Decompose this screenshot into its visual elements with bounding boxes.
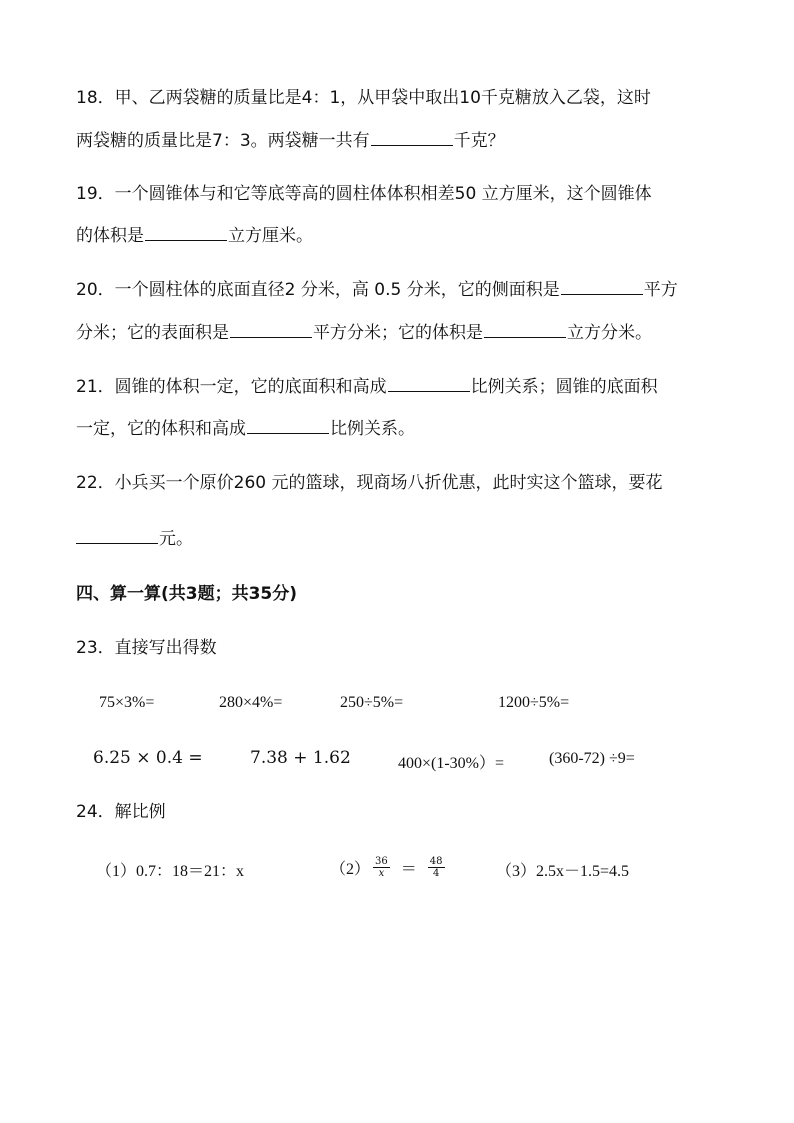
q24-title: 24．解比例: [76, 802, 166, 822]
q21-line2: [76, 419, 415, 439]
q23-expr-2: 280×4%=: [219, 694, 283, 711]
q24-problem-2-label: （2）: [330, 860, 371, 878]
q22-line1: 22．小兵买一个原价260 元的篮球，现商场八折优惠，此时实这个篮球，要花: [76, 473, 663, 493]
q24-fraction-right: [428, 856, 445, 879]
q24-problem-3: （3）2.5x－1.5=4.5: [496, 863, 630, 880]
q21-text-d: 比例关系。: [330, 419, 415, 439]
q21-blank-2[interactable]: [247, 419, 329, 434]
q24-problem-2: [330, 851, 448, 883]
q24-problem-1: （1）0.7：18＝21：x: [96, 863, 245, 880]
section4-heading: 四、算一算(共3题；共35分): [76, 584, 298, 604]
q20-lateral-area-blank[interactable]: [561, 280, 643, 295]
q20-text-d: 平方分米；它的体积是: [313, 323, 483, 343]
q22-line2: [76, 529, 193, 549]
q21-line1: [76, 377, 658, 397]
q18-line1: 18．甲、乙两袋糖的质量比是4：1，从甲袋中取出10千克糖放入乙袋，这时: [76, 88, 651, 108]
q20-text-a: 20．一个圆柱体的底面直径2 分米，高 0.5 分米，它的侧面积是: [76, 280, 560, 300]
q19-answer-blank[interactable]: [145, 226, 227, 241]
q21-blank-1[interactable]: [388, 377, 470, 392]
q23-title: 23．直接写出得数: [76, 638, 217, 658]
q21-text-c: 一定，它的体积和高成: [76, 419, 246, 439]
q21-text-b: 比例关系；圆锥的底面积: [470, 377, 658, 397]
q19-line2: [76, 226, 313, 246]
q19-line1: 19．一个圆锥体与和它等底等高的圆柱体体积相差50 立方厘米，这个圆锥体: [76, 184, 652, 204]
q23-expr-6: 7.38 + 1.62: [250, 748, 351, 768]
q23-expr-1: 75×3%=: [99, 694, 155, 711]
q23-expr-4: 1200÷5%=: [498, 694, 570, 711]
q21-text-a: 21．圆锥的体积一定，它的底面积和高成: [76, 377, 387, 397]
q19-text-a: 的体积是: [76, 226, 144, 246]
q20-surface-area-blank[interactable]: [230, 323, 312, 338]
q20-text-e: 立方分米。: [567, 323, 652, 343]
q23-expr-8: (360-72) ÷9=: [549, 750, 635, 767]
q18-line2: [76, 131, 505, 151]
q20-line1: [76, 280, 678, 300]
q24-fraction-left-denominator: x: [378, 867, 385, 879]
q20-volume-blank[interactable]: [484, 323, 566, 338]
q23-expr-5: 6.25 × 0.4 =: [93, 748, 203, 768]
q24-fraction-left: [373, 856, 390, 879]
q19-text-b: 立方厘米。: [228, 226, 313, 246]
q20-text-c: 分米；它的表面积是: [76, 323, 229, 343]
q23-expr-3: 250÷5%=: [340, 694, 404, 711]
q24-fraction-right-denominator: 4: [432, 867, 440, 879]
q22-answer-blank[interactable]: [76, 529, 158, 544]
q24-problem-2-equals: ＝: [400, 860, 417, 878]
q18-text-b: 千克？: [453, 131, 505, 151]
q23-expr-7: 400×(1-30%）=: [398, 755, 505, 772]
q24-fraction-right-numerator: 48: [429, 855, 443, 867]
q18-text-a: 两袋糖的质量比是7：3。两袋糖一共有: [76, 131, 370, 151]
q20-text-b: 平方: [643, 280, 678, 300]
q22-text-b: 元。: [159, 529, 193, 549]
q24-fraction-left-numerator: 36: [375, 855, 388, 867]
q18-answer-blank[interactable]: [371, 131, 453, 146]
q20-line2: [76, 323, 652, 343]
